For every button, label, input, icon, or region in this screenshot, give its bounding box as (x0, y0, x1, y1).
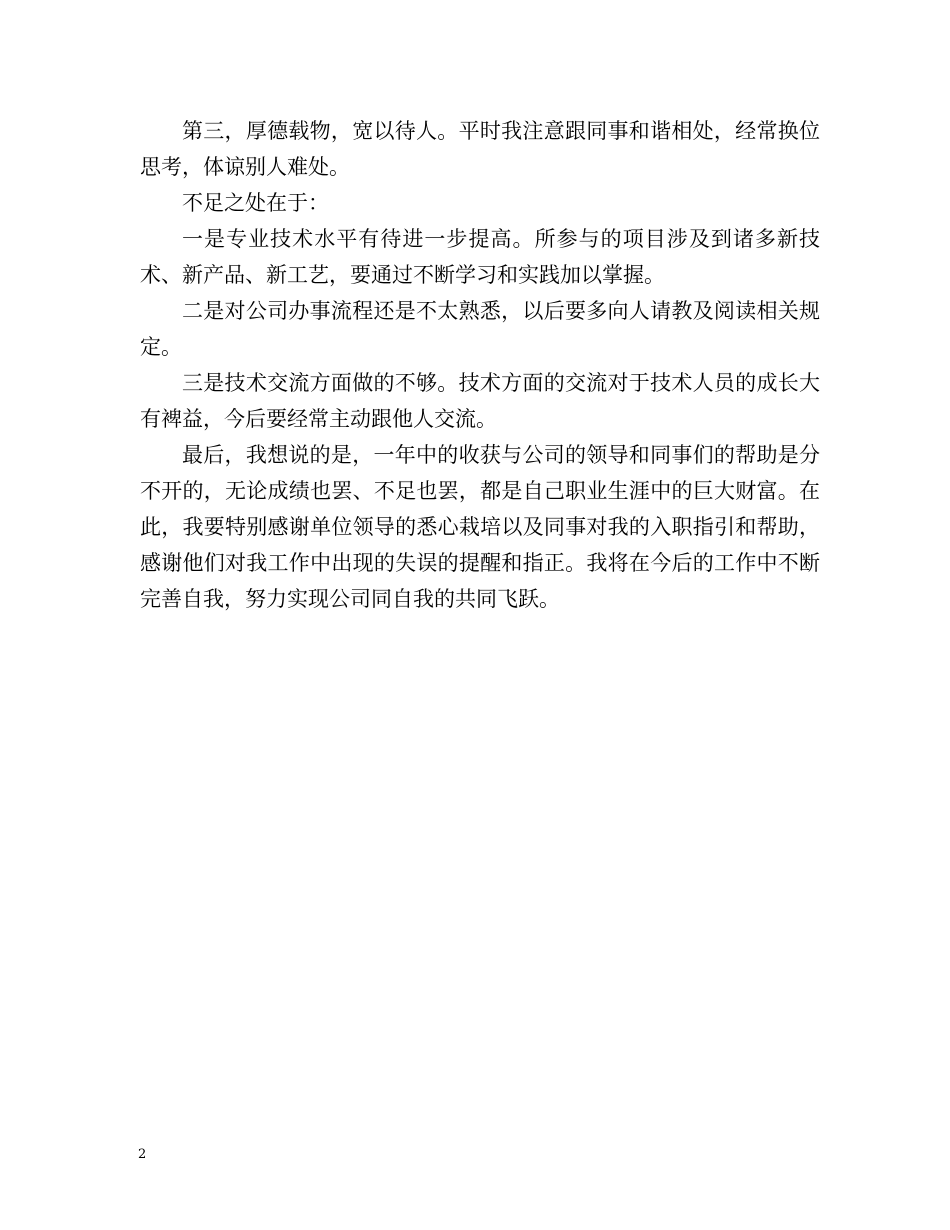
paragraph-shortcoming-technical-exchange: 三是技术交流方面做的不够。技术方面的交流对于技术人员的成长大有裨益，今后要经常主动跟他人交流。 (140, 371, 820, 431)
paragraph-virtue: 第三，厚德载物，宽以待人。平时我注意跟同事和谐相处，经常换位思考，体谅别人难处。 (140, 119, 820, 179)
paragraph-conclusion: 最后，我想说的是，一年中的收获与公司的领导和同事们的帮助是分不开的，无论成绩也罢、不足也罢，都是自己职业生涯中的巨大财富。在此，我要特别感谢单位领导的悉心栽培以及同事对我的入职指引和帮助，感谢他们对我工作中出现的失误的提醒和指正。我将在今后的工作中不断完善自我，努力实现公司同自我的共同飞跃。 (140, 443, 820, 611)
document-body (140, 113, 820, 617)
page-number: 2 (138, 1147, 147, 1162)
paragraph-shortcoming-technical-skill: 一是专业技术水平有待进一步提高。所参与的项目涉及到诸多新技术、新产品、新工艺，要通过不断学习和实践加以掌握。 (140, 227, 820, 287)
paragraph-shortcomings-heading: 不足之处在于： (182, 191, 329, 215)
paragraph-shortcoming-company-process: 二是对公司办事流程还是不太熟悉，以后要多向人请教及阅读相关规定。 (140, 299, 820, 359)
